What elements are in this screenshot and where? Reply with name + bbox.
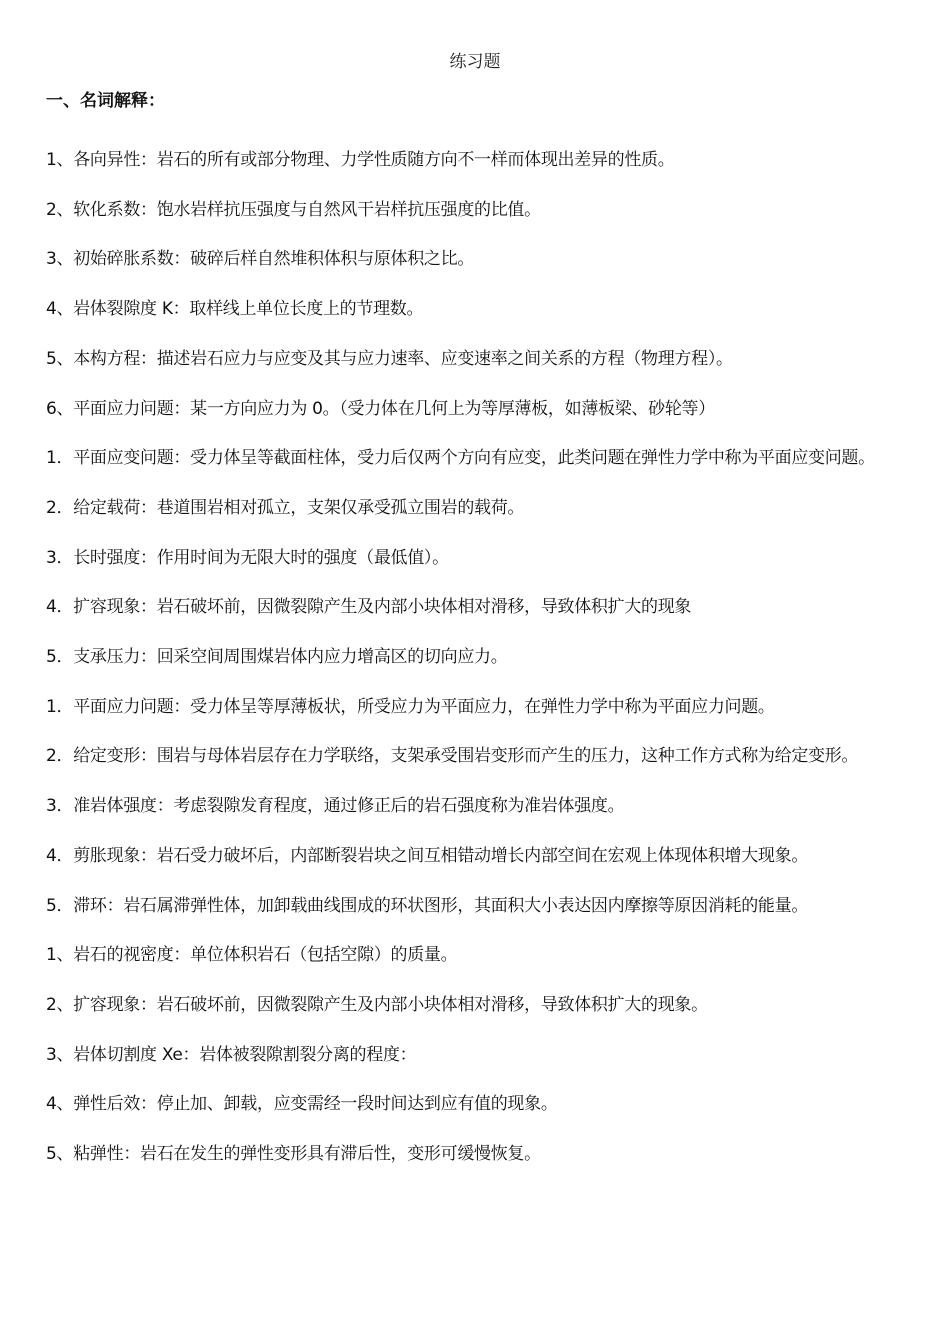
definition-entry: 3．长时强度：作用时间为无限大时的强度（最低值）。 bbox=[46, 547, 449, 568]
section-heading: 一、名词解释： bbox=[46, 91, 165, 111]
document-title: 练习题 bbox=[449, 52, 501, 72]
definition-entry: 5、粘弹性：岩石在发生的弹性变形具有滞后性，变形可缓慢恢复。 bbox=[46, 1144, 541, 1165]
definition-entry: 4．扩容现象：岩石破坏前，因微裂隙产生及内部小块体相对滑移，导致体积扩大的现象 bbox=[46, 597, 692, 618]
definition-entry: 1．平面应变问题：受力体呈等截面柱体，受力后仅两个方向有应变，此类问题在弹性力学中称为平面应变问题。 bbox=[46, 448, 875, 469]
definition-entry: 6、平面应力问题：某一方向应力为 0。（受力体在几何上为等厚薄板，如薄板梁、砂轮等） bbox=[46, 398, 715, 419]
definition-entry: 2、软化系数：饱水岩样抗压强度与自然风干岩样抗压强度的比值。 bbox=[46, 199, 541, 220]
definition-entry: 2、扩容现象：岩石破坏前，因微裂隙产生及内部小块体相对滑移，导致体积扩大的现象。 bbox=[46, 994, 708, 1015]
definition-entry: 3、岩体切割度 Xe：岩体被裂隙割裂分离的程度： bbox=[46, 1044, 417, 1065]
definition-list bbox=[46, 136, 918, 1180]
definition-entry: 3．准岩体强度：考虑裂隙发育程度，通过修正后的岩石强度称为准岩体强度。 bbox=[46, 796, 625, 817]
definition-entry: 5．滞环：岩石属滞弹性体，加卸载曲线围成的环状图形，其面积大小表达因内摩擦等原因消耗的能量。 bbox=[46, 895, 809, 916]
definition-entry: 1．平面应力问题：受力体呈等厚薄板状，所受应力为平面应力，在弹性力学中称为平面应力问题。 bbox=[46, 696, 775, 717]
definition-entry: 5、本构方程：描述岩石应力与应变及其与应力速率、应变速率之间关系的方程（物理方程）。 bbox=[46, 348, 733, 369]
definition-entry: 3、初始碎胀系数：破碎后样自然堆积体积与原体积之比。 bbox=[46, 249, 475, 270]
definition-entry: 4、弹性后效：停止加、卸载，应变需经一段时间达到应有值的现象。 bbox=[46, 1094, 558, 1115]
definition-entry: 2．给定载荷：巷道围岩相对孤立，支架仅承受孤立围岩的载荷。 bbox=[46, 497, 525, 518]
definition-entry: 1、各向异性：岩石的所有或部分物理、力学性质随方向不一样而体现出差异的性质。 bbox=[46, 150, 675, 170]
definition-entry: 4、岩体裂隙度 K：取样线上单位长度上的节理数。 bbox=[46, 299, 424, 320]
definition-entry: 4．剪胀现象：岩石受力破坏后，内部断裂岩块之间互相错动增长内部空间在宏观上体现体积增大现象。 bbox=[46, 845, 809, 866]
definition-entry: 2．给定变形：围岩与母体岩层存在力学联络，支架承受围岩变形而产生的压力，这种工作方式称为给定变形。 bbox=[46, 746, 859, 767]
definition-entry: 1、岩石的视密度：单位体积岩石（包括空隙）的质量。 bbox=[46, 945, 458, 966]
definition-entry: 5．支承压力：回采空间周围煤岩体内应力增高区的切向应力。 bbox=[46, 647, 508, 668]
